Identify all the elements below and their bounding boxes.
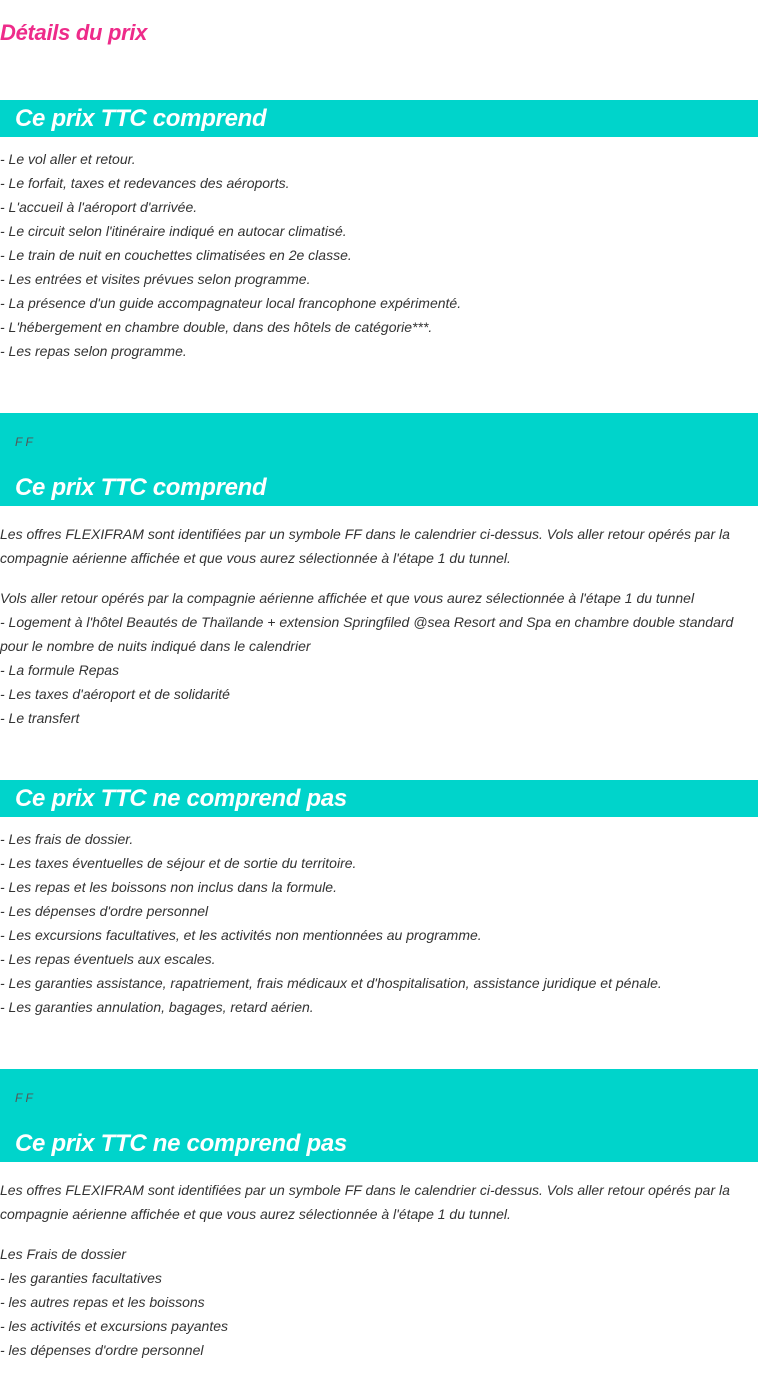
list-item: - les garanties facultatives [0, 1270, 162, 1286]
list-item: - Les garanties assistance, rapatriement, frais médicaux et d'hospitalisation, assistance juridique et pénale. [0, 975, 662, 991]
list-item: - Les dépenses d'ordre personnel [0, 903, 209, 919]
list-item: - L'accueil à l'aéroport d'arrivée. [0, 199, 198, 215]
list-item: - Les entrées et visites prévues selon programme. [0, 271, 311, 287]
list-item: - Le transfert [0, 710, 80, 726]
included-list [0, 147, 758, 363]
list-item: - Le vol aller et retour. [0, 151, 136, 167]
list-item: - La présence d'un guide accompagnateur local francophone expérimenté. [0, 295, 462, 311]
list-item: - Le forfait, taxes et redevances des aéroports. [0, 175, 290, 191]
ff-badge: F F [15, 1091, 33, 1105]
section-included-header [0, 100, 758, 137]
section-included-title: Ce prix TTC comprend [15, 105, 267, 132]
list-item: - Les taxes d'aéroport et de solidarité [0, 686, 230, 702]
flexifram-included-intro: Les offres FLEXIFRAM sont identifiées par un symbole FF dans le calendrier ci-dessus. Vols aller retour opérés par la compagnie aérienne affichée et que vous aurez sélectionnée à l'étape 1 du tunnel. [0, 526, 730, 566]
section-excluded-title: Ce prix TTC ne comprend pas [15, 785, 347, 812]
section-excluded-header [0, 780, 758, 817]
ff-badge: F F [15, 435, 33, 449]
list-item: - Les repas éventuels aux escales. [0, 951, 216, 967]
flexifram-excluded-intro: Les offres FLEXIFRAM sont identifiées par un symbole FF dans le calendrier ci-dessus. Vols aller retour opérés par la compagnie aérienne affichée et que vous aurez sélectionnée à l'étape 1 du tunnel. [0, 1182, 730, 1222]
list-item: - les activités et excursions payantes [0, 1318, 228, 1334]
list-item: - Logement à l'hôtel Beautés de Thaïlande + extension Springfiled @sea Resort and Spa en chambre double standard [0, 614, 734, 630]
list-item: - Le train de nuit en couchettes climatisées en 2e classe. [0, 247, 352, 263]
list-item: pour le nombre de nuits indiqué dans le calendrier [0, 638, 311, 654]
list-item: - Les garanties annulation, bagages, retard aérien. [0, 999, 314, 1015]
list-item: - Les excursions facultatives, et les activités non mentionnées au programme. [0, 927, 482, 943]
excluded-list [0, 827, 758, 1019]
section-flexifram-included-title: Ce prix TTC comprend [15, 474, 267, 501]
list-item: - La formule Repas [0, 662, 120, 678]
page-title: Détails du prix [0, 20, 148, 45]
list-item: - Les repas et les boissons non inclus dans la formule. [0, 879, 337, 895]
flexifram-included-list [0, 586, 758, 730]
list-item: - Les taxes éventuelles de séjour et de sortie du territoire. [0, 855, 357, 871]
list-item: - Le circuit selon l'itinéraire indiqué en autocar climatisé. [0, 223, 347, 239]
list-item: Vols aller retour opérés par la compagnie aérienne affichée et que vous aurez sélectionnée à l'étape 1 du tunnel [0, 590, 695, 606]
list-item: Les Frais de dossier [0, 1246, 127, 1262]
list-item: - les autres repas et les boissons [0, 1294, 205, 1310]
list-item: - Les repas selon programme. [0, 343, 187, 359]
list-item: - L'hébergement en chambre double, dans des hôtels de catégorie***. [0, 319, 433, 335]
flexifram-excluded-list [0, 1242, 758, 1362]
section-flexifram-included-header [0, 413, 758, 506]
list-item: - les dépenses d'ordre personnel [0, 1342, 204, 1358]
list-item: - Les frais de dossier. [0, 831, 134, 847]
section-flexifram-excluded-title: Ce prix TTC ne comprend pas [15, 1130, 347, 1157]
section-flexifram-excluded-header [0, 1069, 758, 1162]
